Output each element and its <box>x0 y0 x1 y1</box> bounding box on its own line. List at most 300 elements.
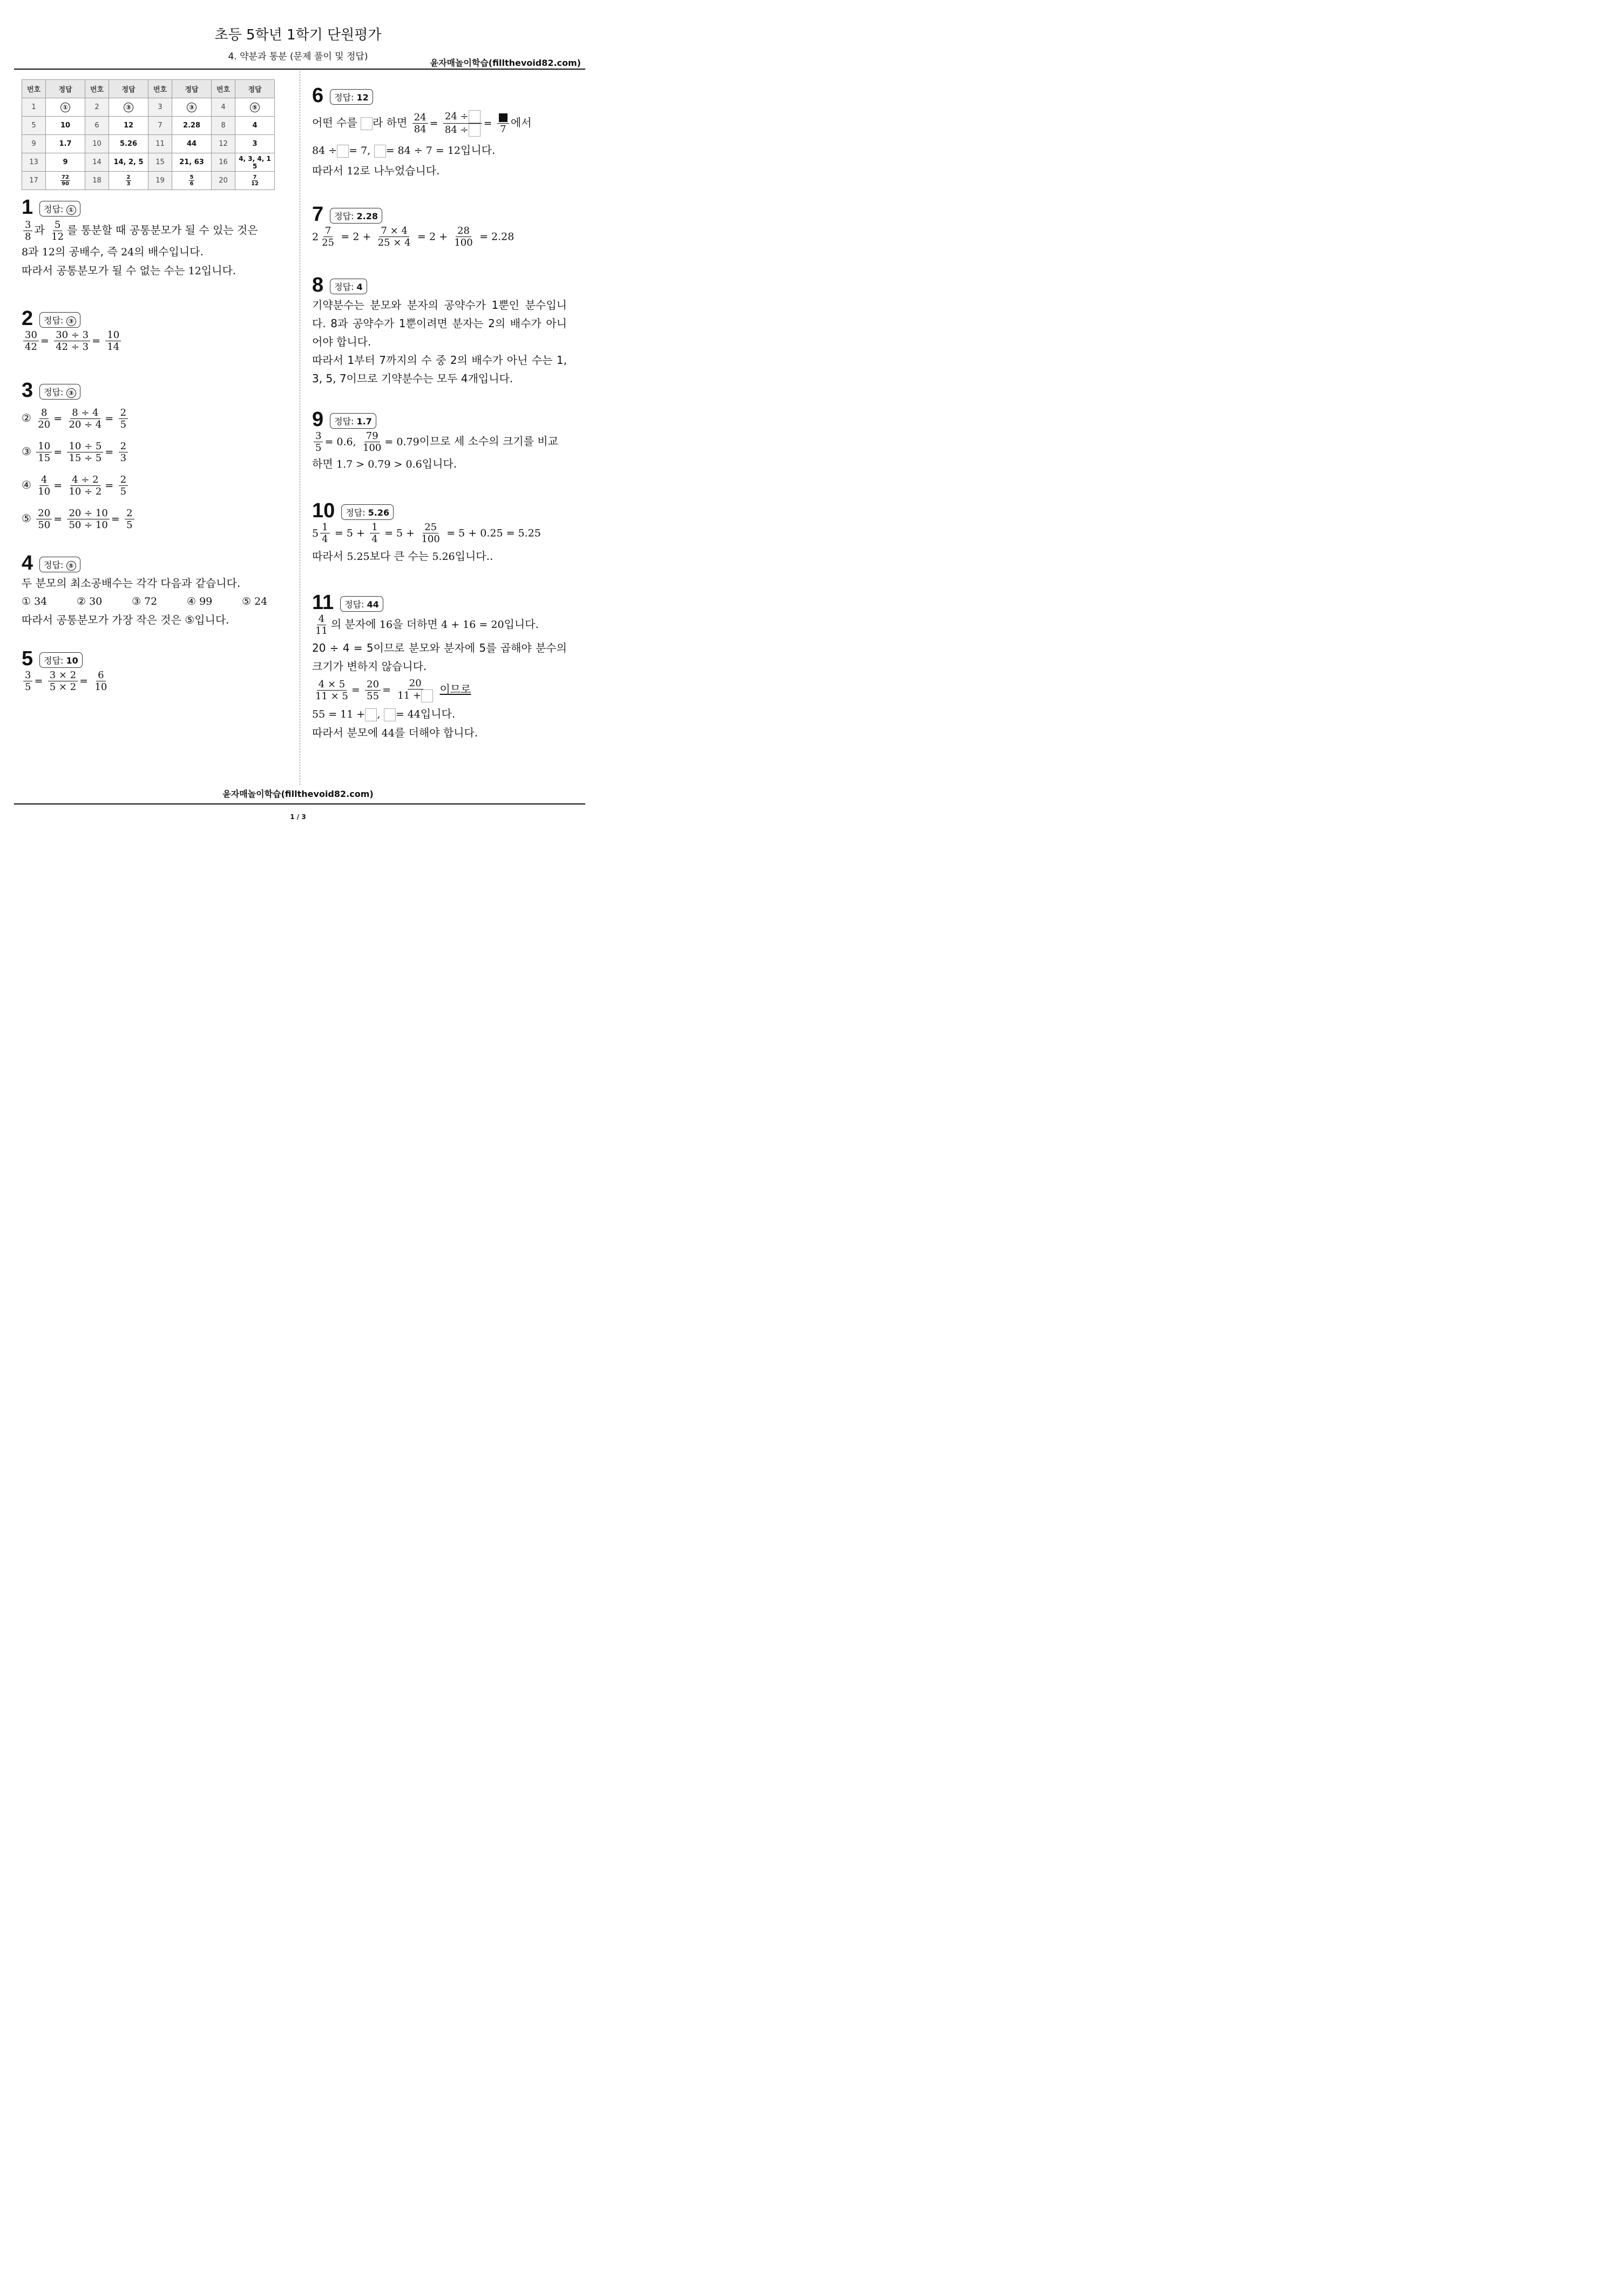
denominator: 55 <box>367 690 380 702</box>
cell-answer: 3 <box>235 135 275 153</box>
header-ans: 정답 <box>172 80 212 98</box>
numerator: 2 <box>125 508 134 519</box>
badge-answer: 1.7 <box>356 416 372 427</box>
question-number: 5 <box>22 647 33 670</box>
cell-num: 6 <box>85 117 109 135</box>
equation-text: = 0.6, <box>324 436 356 448</box>
answer-badge <box>341 504 394 520</box>
text: 따라서 <box>312 164 347 177</box>
fraction <box>119 441 128 464</box>
denominator: 84 <box>414 124 427 135</box>
cell-num: 7 <box>148 117 172 135</box>
numerator: 8 <box>39 407 49 419</box>
math: 8 <box>22 246 29 258</box>
cell-num: 12 <box>212 135 235 153</box>
math: 24 <box>121 246 134 258</box>
solution-line <box>312 225 514 248</box>
fraction <box>105 329 121 353</box>
cell-num: 11 <box>148 135 172 153</box>
badge-label: 정답: <box>44 315 66 326</box>
solution-paragraph: 20 ÷ 4 = 5이므로 분모와 분자에 5를 곱해야 분수의 크기가 변하지 않습니다. <box>312 641 567 673</box>
numerator: 20 <box>365 679 381 691</box>
answer-line: 4, 3, 4, 1 <box>239 154 271 163</box>
question-number: 1 <box>22 196 33 219</box>
equals: = <box>483 117 492 130</box>
badge-label: 정답: <box>334 416 357 427</box>
numerator: 1 <box>370 522 379 533</box>
denominator: 50 ÷ 10 <box>69 519 108 531</box>
equals: = <box>53 513 63 525</box>
denominator: 14 <box>107 341 120 353</box>
blank-box <box>374 145 386 158</box>
fraction <box>36 474 52 497</box>
fraction <box>93 670 109 693</box>
page-title: 초등 5학년 1학기 단원평가 <box>214 27 382 43</box>
question-header <box>312 85 532 106</box>
numerator: 2 <box>126 174 131 180</box>
badge-answer: 10 <box>66 655 78 666</box>
equals: = <box>40 335 49 347</box>
circled-answer: ③ <box>124 103 133 112</box>
fraction <box>23 329 39 353</box>
cell-answer: 5.26 <box>109 135 148 153</box>
math: 1.7 > 0.79 > 0.6 <box>336 458 422 470</box>
numerator: 7 <box>323 225 333 237</box>
numerator: 1 <box>320 522 329 533</box>
question-number: 7 <box>312 203 324 226</box>
numerator: 6 <box>96 670 105 681</box>
blank-box <box>337 145 349 158</box>
option-item: ④ 99 <box>187 596 213 607</box>
cell-answer <box>109 172 148 190</box>
cell-answer <box>235 172 275 190</box>
solution-line <box>22 242 258 261</box>
equals: = <box>53 446 63 458</box>
fraction <box>365 679 381 702</box>
denominator: 3 <box>120 452 127 464</box>
fraction <box>119 407 128 430</box>
question-11 <box>312 592 567 742</box>
header-rule <box>14 69 585 70</box>
answer-badge <box>39 557 80 572</box>
equation-text: = 2 + <box>341 231 371 243</box>
math: 12 <box>347 165 360 177</box>
solution-line: 두 분모의 최소공배수는 각각 다음과 같습니다. <box>22 577 241 590</box>
fraction <box>119 474 128 497</box>
denominator: 12 <box>251 181 259 187</box>
text: 을 더하면 <box>393 618 442 631</box>
header-ans: 정답 <box>46 80 85 98</box>
answer-badge <box>340 596 383 612</box>
denominator: 5 <box>25 681 31 693</box>
equation-text: = 2.28 <box>479 231 515 243</box>
question-1 <box>22 197 258 280</box>
equals: = <box>92 335 100 347</box>
equation-text: = 5 + 0.25 = 5.25 <box>446 527 541 539</box>
solution-line <box>22 502 136 535</box>
question-header <box>22 648 110 670</box>
badge-label: 정답: <box>44 559 66 570</box>
cell-num: 1 <box>22 98 46 117</box>
blank-box <box>384 708 396 721</box>
cell-answer <box>172 172 212 190</box>
equals: = <box>34 675 43 687</box>
numerator: 4 × 5 <box>317 679 347 691</box>
solution-line <box>312 705 567 724</box>
solution-line <box>22 329 123 353</box>
math: = 7, <box>349 145 371 157</box>
numerator: 28 <box>456 225 471 237</box>
table-row <box>22 153 275 172</box>
option-item: ⑤ 24 <box>242 596 268 607</box>
equals: = <box>53 479 63 492</box>
circled-answer: ⑤ <box>250 103 260 112</box>
page-subtitle: 4. 약분과 통분 (문제 풀이 및 정답) <box>228 51 368 62</box>
cell-answer: 1.7 <box>46 135 85 153</box>
fraction <box>23 219 32 242</box>
math: 12 <box>42 246 55 258</box>
answer-badge <box>330 208 382 224</box>
badge-label: 정답: <box>44 387 66 397</box>
numerator: 3 <box>23 219 32 231</box>
fraction <box>125 508 134 531</box>
math: 16 <box>379 619 393 631</box>
blank-box <box>365 708 377 721</box>
text: 입니다. <box>420 707 456 720</box>
denominator: 7 <box>500 124 506 135</box>
fraction <box>48 670 78 693</box>
numerator: 10 <box>36 441 52 452</box>
solution-line <box>312 161 532 180</box>
badge-answer: 4 <box>356 281 363 292</box>
fraction <box>251 174 259 187</box>
math: 55 = 11 + <box>312 708 366 720</box>
denominator: 3 <box>126 181 131 187</box>
cell-answer <box>109 98 148 117</box>
header-ans: 정답 <box>235 80 275 98</box>
badge-answer: ③ <box>66 316 76 326</box>
cell-answer: 21, 63 <box>172 153 212 172</box>
text: 를 통분할 때 공통분모가 될 수 있는 것은 <box>67 224 258 236</box>
math: 4 + 16 = 20 <box>441 619 504 631</box>
badge-label: 정답: <box>44 655 66 666</box>
numerator: 20 <box>408 678 423 689</box>
cell-answer <box>235 98 275 117</box>
numerator: 79 <box>364 430 380 442</box>
question-5 <box>22 648 110 693</box>
denominator: 42 ÷ 3 <box>56 341 89 353</box>
text: 이므로 <box>439 682 471 696</box>
denominator: 25 <box>322 237 334 248</box>
question-header <box>312 274 567 296</box>
badge-answer: 44 <box>367 599 379 610</box>
option-item: ③ 72 <box>132 596 158 607</box>
numerator: 3 <box>23 670 32 681</box>
numerator: 20 ÷ 10 <box>67 508 109 519</box>
numerator-text: 24 ÷ <box>444 111 469 122</box>
numerator: 20 <box>36 508 52 519</box>
footer-rule <box>14 803 585 804</box>
text: 입니다. <box>461 144 496 157</box>
badge-answer: 2.28 <box>356 211 378 221</box>
fraction <box>36 407 52 430</box>
answer-badge <box>39 384 80 400</box>
question-number: 2 <box>22 307 33 330</box>
text: 입니다. <box>422 457 457 470</box>
text: 어떤 수를 <box>312 116 361 129</box>
cell-num: 14 <box>85 153 109 172</box>
numerator: 2 <box>119 474 128 486</box>
question-7 <box>312 204 514 248</box>
numerator: 7 <box>253 174 257 180</box>
solution-line: 따라서 공통분모가 가장 작은 것은 ⑤입니다. <box>22 613 229 626</box>
blank-box <box>469 110 481 123</box>
numerator: 2 <box>119 441 128 452</box>
header-num: 번호 <box>22 80 46 98</box>
mixed-number <box>312 225 337 248</box>
fraction <box>67 474 103 497</box>
fraction <box>60 174 70 187</box>
solution-line <box>312 724 567 742</box>
fraction <box>361 430 383 454</box>
math: 12 <box>188 265 201 277</box>
numerator: 2 <box>119 407 128 419</box>
math: = 84 ÷ 7 = 12 <box>385 145 461 157</box>
text: 하면 <box>312 457 336 470</box>
denominator: 10 ÷ 2 <box>69 486 102 497</box>
fraction <box>36 441 52 464</box>
numerator: 7 × 4 <box>379 225 409 237</box>
solution-line <box>312 678 567 702</box>
equation-text: = 5 + <box>334 527 365 539</box>
badge-label: 정답: <box>344 599 367 610</box>
numerator: 30 <box>23 329 39 341</box>
solution-line <box>312 522 541 545</box>
question-number: 9 <box>312 408 324 431</box>
fraction <box>67 407 103 430</box>
denominator <box>396 689 435 702</box>
numerator: 4 <box>317 613 326 625</box>
solution-line <box>22 219 258 242</box>
cell-num: 13 <box>22 153 46 172</box>
denominator: 10 <box>94 681 107 693</box>
numerator: 5 <box>190 174 194 180</box>
cell-answer: 2.28 <box>172 117 212 135</box>
blank-box <box>361 117 373 130</box>
fraction <box>314 430 323 454</box>
page-number: 1 / 3 <box>290 813 306 821</box>
solution-line <box>312 613 567 637</box>
denominator: 20 <box>38 419 51 430</box>
black-box <box>499 113 508 122</box>
mixed-number <box>312 522 331 545</box>
answer-badge <box>39 652 83 668</box>
question-header <box>22 380 136 401</box>
solution-line <box>312 430 558 454</box>
text: 입니다. <box>201 264 236 277</box>
cell-answer: 14, 2, 5 <box>109 153 148 172</box>
equals: = <box>429 117 438 130</box>
solution-line <box>312 139 532 161</box>
solution-line <box>312 106 532 139</box>
solution-paragraph: 기약분수는 분모와 분자의 공약수가 1뿐인 분수입니다. 8과 공약수가 1뿐이려면 분자는 2의 배수가 아니어야 합니다. <box>312 299 567 348</box>
text: 따라서 분모에 <box>312 726 382 739</box>
math: 5.26 <box>432 551 455 563</box>
numerator: 30 ÷ 3 <box>54 329 90 341</box>
cell-num: 20 <box>212 172 235 190</box>
equals: = <box>105 479 114 492</box>
solution-line <box>22 261 258 280</box>
answer-badge <box>330 279 367 294</box>
badge-answer: ① <box>66 205 76 215</box>
denominator: 6 <box>190 181 194 187</box>
option-item: ① 34 <box>22 596 48 607</box>
equals: = <box>351 684 360 696</box>
blank-box <box>421 689 433 702</box>
equals: = <box>79 675 89 687</box>
numerator: 10 <box>105 329 121 341</box>
question-header <box>22 308 123 329</box>
fraction <box>314 613 329 637</box>
whole-part: 2 <box>312 231 319 243</box>
text: 과 <box>28 245 42 258</box>
fraction <box>443 110 482 137</box>
option-marker: ⑤ <box>22 512 31 525</box>
denominator: 4 <box>322 533 328 545</box>
question-10 <box>312 500 541 566</box>
header-num: 번호 <box>85 80 109 98</box>
question-number: 3 <box>22 379 33 402</box>
question-number: 6 <box>312 84 324 107</box>
cell-num: 17 <box>22 172 46 190</box>
cell-num: 15 <box>148 153 172 172</box>
cell-num: 4 <box>212 98 235 117</box>
denominator: 5 <box>120 486 127 497</box>
numerator <box>497 112 509 124</box>
numerator: 24 <box>412 112 428 124</box>
numerator: 72 <box>62 174 69 180</box>
equals: = <box>105 446 114 458</box>
denominator: 5 × 2 <box>49 681 77 693</box>
fraction <box>23 670 32 693</box>
equation-text: = 5 + <box>384 527 415 539</box>
solution-line <box>22 435 136 468</box>
math: 44 <box>381 727 395 739</box>
question-header <box>312 592 567 613</box>
fraction <box>376 225 412 248</box>
badge-label: 정답: <box>334 211 357 221</box>
denominator: 5 <box>315 442 322 454</box>
option-marker: ④ <box>22 478 31 491</box>
solution-paragraph: 따라서 1부터 7까지의 수 중 2의 배수가 아닌 수는 1, 3, 5, 7이므로 기약분수는 모두 4개입니다. <box>312 354 567 385</box>
badge-label: 정답: <box>334 92 357 103</box>
cell-num: 10 <box>85 135 109 153</box>
equation-text: = 2 + <box>417 231 448 243</box>
numerator: 25 <box>423 522 438 533</box>
denominator: 5 <box>126 519 133 531</box>
fraction <box>50 219 65 242</box>
solution-line <box>312 455 558 474</box>
badge-answer: 5.26 <box>368 507 390 518</box>
cell-num: 3 <box>148 98 172 117</box>
fraction <box>370 522 379 545</box>
text: 에서 <box>510 116 532 129</box>
cell-answer: 4 <box>235 117 275 135</box>
lcm-options <box>22 592 297 611</box>
table-row <box>22 172 275 190</box>
cell-num: 2 <box>85 98 109 117</box>
math: = 44 <box>395 708 421 720</box>
table-row <box>22 117 275 135</box>
equals: = <box>382 684 391 696</box>
math: 84 ÷ <box>312 145 337 157</box>
fraction <box>396 678 435 702</box>
text: 보다 큰 수는 <box>369 550 432 563</box>
denominator-text: 11 + <box>397 690 422 701</box>
blank-box <box>469 124 481 137</box>
answer-table <box>22 79 275 190</box>
question-number: 10 <box>312 499 335 522</box>
answer-badge <box>330 89 373 105</box>
question-number: 4 <box>22 552 33 574</box>
denominator: 50 <box>38 519 51 531</box>
cell-answer <box>46 98 85 117</box>
equals: = <box>105 413 114 425</box>
text: 의 배수입니다. <box>134 245 204 258</box>
cell-answer <box>46 172 85 190</box>
question-9 <box>312 409 558 474</box>
text: 과 <box>34 224 45 236</box>
fraction <box>54 329 90 353</box>
numerator: 8 ÷ 4 <box>70 407 100 419</box>
question-header <box>22 197 258 218</box>
header-ans: 정답 <box>109 80 148 98</box>
equation-text: = 0.79 <box>384 436 419 448</box>
question-4 <box>22 552 297 629</box>
option-marker: ③ <box>22 445 31 458</box>
solution-line <box>22 468 136 502</box>
denominator: 8 <box>25 231 31 242</box>
denominator: 11 <box>315 625 328 637</box>
denominator <box>443 124 482 137</box>
cell-num: 18 <box>85 172 109 190</box>
question-number: 11 <box>312 591 334 614</box>
circled-answer: ③ <box>187 103 197 112</box>
question-6 <box>312 85 532 180</box>
question-2 <box>22 308 123 353</box>
denominator: 100 <box>363 442 382 454</box>
text: 의 공배수, 즉 <box>55 245 121 258</box>
denominator: 100 <box>421 533 440 545</box>
text: 의 분자에 <box>330 618 380 631</box>
numerator: 5 <box>53 219 62 231</box>
cell-answer <box>172 98 212 117</box>
badge-label: 정답: <box>334 281 357 292</box>
option-marker: ② <box>22 411 31 424</box>
cell-num: 5 <box>22 117 46 135</box>
denominator: 11 × 5 <box>315 690 348 702</box>
numerator: 3 × 2 <box>48 670 78 681</box>
option-item: ② 30 <box>77 596 103 607</box>
denominator: 4 <box>371 533 378 545</box>
text: 입니다. <box>504 618 539 631</box>
fraction <box>419 522 441 545</box>
header-num: 번호 <box>148 80 172 98</box>
fraction <box>36 508 52 531</box>
numerator: 3 <box>314 430 323 442</box>
badge-label: 정답: <box>44 204 66 214</box>
text: 이므로 세 소수의 크기를 비교 <box>419 435 558 448</box>
